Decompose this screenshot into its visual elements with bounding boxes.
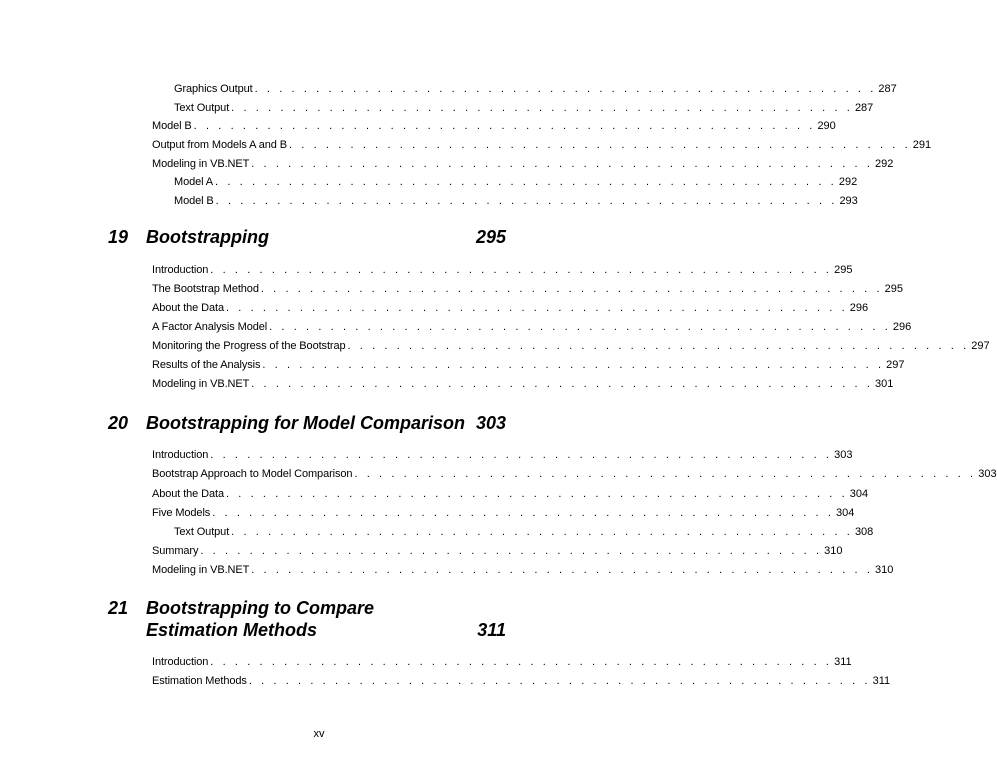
toc-entry-title: Introduction	[152, 449, 209, 461]
toc-entry-page: 303	[834, 449, 853, 461]
toc-entry-page: 310	[875, 564, 894, 576]
leader-dots: . . . . . . . . . . . . . . . . . . . . . . . . . . . . . . . . . . . . . . . . . . . . . . . . . . .	[215, 195, 838, 207]
toc-entry-title: Results of the Analysis	[152, 359, 261, 371]
toc-entry-page: 297	[886, 359, 905, 371]
toc-entry-title: A Factor Analysis Model	[152, 321, 268, 333]
toc-entry-title: Introduction	[152, 264, 209, 276]
chapter-page: 303	[475, 413, 506, 433]
leader-dots: . . . . . . . . . . . . . . . . . . . . . . . . . . . . . . . . . . . . . . . . . . . . . . . . . . .	[254, 83, 877, 95]
leader-dots: . . . . . . . . . . . . . . . . . . . . . . . . . . . . . . . . . . . . . . . . . . . . . . . . . . .	[288, 139, 911, 151]
toc-entry-page: 295	[834, 264, 853, 276]
toc-entry[interactable]	[174, 174, 858, 190]
toc-entry-page: 301	[875, 378, 894, 390]
leader-dots: . . . . . . . . . . . . . . . . . . . . . . . . . . . . . . . . . . . . . . . . . . . . . . . . . . .	[193, 120, 816, 132]
toc-entry-page: 310	[824, 545, 843, 557]
toc-entry-page: 311	[872, 675, 891, 687]
page-number: xv	[313, 728, 325, 740]
toc-entry-title: Estimation Methods	[152, 675, 247, 687]
toc-entry[interactable]	[174, 193, 858, 209]
toc-entry-page: 293	[839, 195, 858, 207]
leader-dots: . . . . . . . . . . . . . . . . . . . . . . . . . . . . . . . . . . . . . . . . . . . . . . . . . . .	[226, 488, 848, 500]
toc-entry[interactable]	[152, 447, 853, 463]
toc-entry-page: 292	[875, 158, 894, 170]
toc-entry[interactable]	[152, 300, 869, 316]
toc-entry-title: Model A	[174, 176, 214, 188]
toc-entry-page: 296	[892, 321, 912, 333]
toc-entry-page: 296	[849, 302, 869, 314]
toc-entry-page: 304	[835, 507, 855, 519]
toc-entry[interactable]	[152, 137, 932, 153]
toc-entry[interactable]	[152, 338, 990, 354]
leader-dots: . . . . . . . . . . . . . . . . . . . . . . . . . . . . . . . . . . . . . . . . . . . . . . . . . . .	[215, 176, 837, 188]
chapter-title: Bootstrapping to Compare Estimation Methods	[146, 598, 374, 640]
toc-entry[interactable]	[152, 562, 894, 578]
leader-dots: . . . . . . . . . . . . . . . . . . . . . . . . . . . . . . . . . . . . . . . . . . . . . . . . . . .	[347, 340, 970, 352]
toc-entry[interactable]	[174, 524, 874, 540]
toc-entry-page: 295	[884, 283, 903, 295]
toc-entry-title: About the Data	[152, 302, 224, 314]
toc-entry-title: Monitoring the Progress of the Bootstrap	[152, 340, 346, 352]
toc-entry-title: Summary	[152, 545, 199, 557]
toc-entry-title: Model B	[152, 120, 192, 132]
chapter-title: Bootstrapping	[146, 227, 269, 247]
toc-entry[interactable]	[152, 466, 997, 482]
leader-dots: . . . . . . . . . . . . . . . . . . . . . . . . . . . . . . . . . . . . . . . . . . . . . . . . . . .	[200, 545, 823, 557]
toc-entry-page: 290	[817, 120, 836, 132]
toc-entry-title: Output from Models A and B	[152, 139, 287, 151]
toc-entry-title: Modeling in VB.NET	[152, 564, 250, 576]
toc-entry-page: 304	[849, 488, 869, 500]
toc-entry[interactable]	[152, 486, 869, 502]
toc-entry-page: 291	[912, 139, 932, 151]
leader-dots: . . . . . . . . . . . . . . . . . . . . . . . . . . . . . . . . . . . . . . . . . . . . . . . . . . .	[210, 656, 833, 668]
toc-entry[interactable]	[174, 100, 874, 116]
toc-entry-page: 287	[854, 102, 874, 114]
toc-entry-title: Text Output	[174, 102, 230, 114]
toc-entry-title: Graphics Output	[174, 83, 253, 95]
leader-dots: . . . . . . . . . . . . . . . . . . . . . . . . . . . . . . . . . . . . . . . . . . . . . . . . . . .	[251, 158, 874, 170]
chapter-heading[interactable]	[108, 412, 506, 434]
leader-dots: . . . . . . . . . . . . . . . . . . . . . . . . . . . . . . . . . . . . . . . . . . . . . . . . . . .	[231, 102, 853, 114]
toc-entry-title: The Bootstrap Method	[152, 283, 259, 295]
chapter-heading[interactable]	[108, 597, 506, 641]
toc-entry[interactable]	[152, 156, 894, 172]
leader-dots: . . . . . . . . . . . . . . . . . . . . . . . . . . . . . . . . . . . . . . . . . . . . . . . . . . .	[354, 468, 977, 480]
leader-dots: . . . . . . . . . . . . . . . . . . . . . . . . . . . . . . . . . . . . . . . . . . . . . . . . . . .	[269, 321, 891, 333]
chapter-page: 311	[477, 620, 506, 640]
toc-entry-title: Model B	[174, 195, 214, 207]
leader-dots: . . . . . . . . . . . . . . . . . . . . . . . . . . . . . . . . . . . . . . . . . . . . . . . . . . .	[231, 526, 853, 538]
leader-dots: . . . . . . . . . . . . . . . . . . . . . . . . . . . . . . . . . . . . . . . . . . . . . . . . . . .	[260, 283, 883, 295]
toc-entry[interactable]	[174, 81, 897, 97]
toc-entry-page: 292	[838, 176, 858, 188]
toc-entry[interactable]	[152, 262, 853, 278]
leader-dots: . . . . . . . . . . . . . . . . . . . . . . . . . . . . . . . . . . . . . . . . . . . . . . . . . . .	[210, 264, 833, 276]
leader-dots: . . . . . . . . . . . . . . . . . . . . . . . . . . . . . . . . . . . . . . . . . . . . . . . . . . .	[226, 302, 848, 314]
toc-entry-page: 308	[854, 526, 874, 538]
toc-entry[interactable]	[152, 505, 855, 521]
toc-entry-title: Five Models	[152, 507, 211, 519]
toc-entry-page: 303	[978, 468, 997, 480]
leader-dots: . . . . . . . . . . . . . . . . . . . . . . . . . . . . . . . . . . . . . . . . . . . . . . . . . . .	[251, 564, 874, 576]
toc-entry-page: 297	[971, 340, 990, 352]
toc-entry-page: 287	[878, 83, 897, 95]
leader-dots: . . . . . . . . . . . . . . . . . . . . . . . . . . . . . . . . . . . . . . . . . . . . . . . . . . .	[262, 359, 885, 371]
chapter-number: 20	[108, 413, 129, 433]
toc-entry[interactable]	[152, 357, 905, 373]
toc-entry[interactable]	[152, 673, 891, 689]
toc-entry-title: Text Output	[174, 526, 230, 538]
toc-entry[interactable]	[152, 654, 852, 670]
toc-entry-title: Modeling in VB.NET	[152, 378, 250, 390]
toc-entry[interactable]	[152, 543, 843, 559]
leader-dots: . . . . . . . . . . . . . . . . . . . . . . . . . . . . . . . . . . . . . . . . . . . . . . . . . . .	[210, 449, 833, 461]
leader-dots: . . . . . . . . . . . . . . . . . . . . . . . . . . . . . . . . . . . . . . . . . . . . . . . . . . .	[251, 378, 874, 390]
chapter-number: 19	[108, 227, 129, 247]
toc-entry-page: 311	[834, 656, 852, 668]
toc-entry[interactable]	[152, 376, 894, 392]
toc-entry[interactable]	[152, 319, 912, 335]
chapter-page: 295	[475, 227, 506, 247]
chapter-number: 21	[108, 598, 129, 618]
toc-entry-title: Bootstrap Approach to Model Comparison	[152, 468, 353, 480]
toc-entry[interactable]	[152, 281, 903, 297]
chapter-heading[interactable]	[108, 226, 506, 248]
toc-entry-title: Introduction	[152, 656, 209, 668]
chapter-title: Bootstrapping for Model Comparison	[146, 413, 465, 433]
leader-dots: . . . . . . . . . . . . . . . . . . . . . . . . . . . . . . . . . . . . . . . . . . . . . . . . . . .	[248, 675, 871, 687]
toc-entry[interactable]	[152, 118, 836, 134]
toc-entry-title: About the Data	[152, 488, 224, 500]
leader-dots: . . . . . . . . . . . . . . . . . . . . . . . . . . . . . . . . . . . . . . . . . . . . . . . . . . .	[212, 507, 834, 519]
toc-entry-title: Modeling in VB.NET	[152, 158, 250, 170]
